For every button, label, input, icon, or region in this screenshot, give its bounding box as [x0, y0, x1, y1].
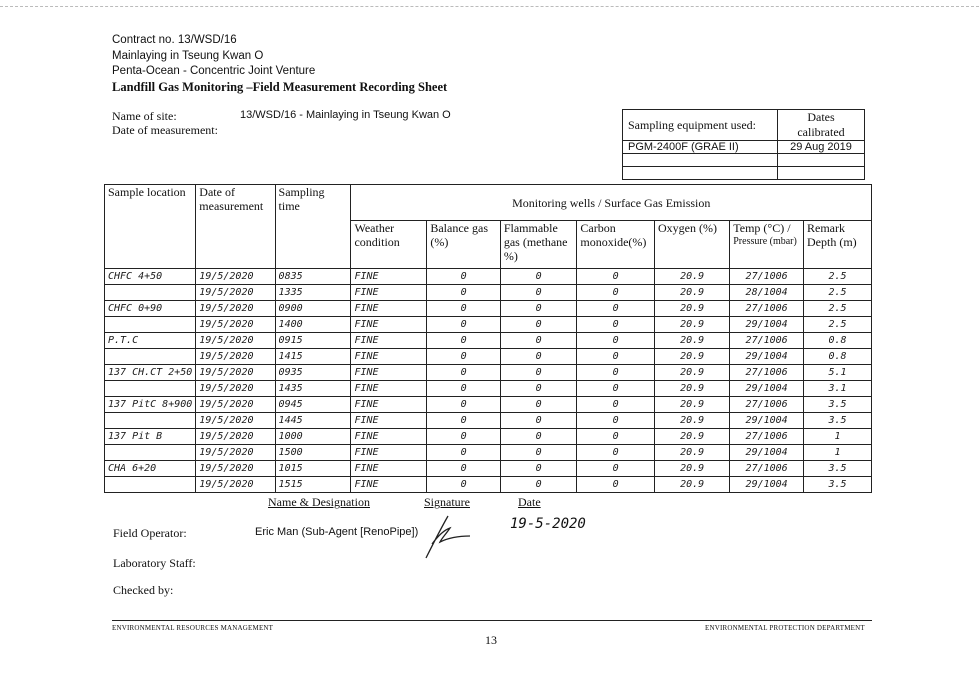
table-row	[105, 365, 872, 381]
cell-weather: FINE	[351, 413, 427, 429]
cell-depth: 1	[804, 445, 872, 461]
sheet-title: Landfill Gas Monitoring –Field Measurement Recording Sheet	[112, 79, 448, 94]
cell-depth: 2.5	[804, 301, 872, 317]
calibration-header: Dates calibrated	[778, 110, 865, 141]
cell-temp-pressure: 29/1004	[730, 349, 804, 365]
cell-balance-gas: 0	[427, 397, 500, 413]
cell-oxygen: 20.9	[654, 301, 729, 317]
cell-location	[105, 413, 196, 429]
cell-oxygen: 20.9	[654, 397, 729, 413]
cell-oxygen: 20.9	[654, 445, 729, 461]
cell-flammable-gas: 0	[500, 461, 577, 477]
cell-weather: FINE	[351, 477, 427, 493]
cell-oxygen: 20.9	[654, 413, 729, 429]
cell-time: 0915	[275, 333, 351, 349]
cell-carbon-monoxide: 0	[577, 317, 655, 333]
cell-flammable-gas: 0	[500, 365, 577, 381]
cell-date: 19/5/2020	[196, 413, 275, 429]
cell-date: 19/5/2020	[196, 269, 275, 285]
cell-balance-gas: 0	[427, 285, 500, 301]
signature-header: Signature	[424, 495, 470, 509]
equipment-empty-cell	[623, 167, 778, 180]
cell-date: 19/5/2020	[196, 429, 275, 445]
cell-carbon-monoxide: 0	[577, 365, 655, 381]
cell-location	[105, 477, 196, 493]
cell-balance-gas: 0	[427, 317, 500, 333]
cell-weather: FINE	[351, 461, 427, 477]
cell-location: 137 PitC 8+900	[105, 397, 196, 413]
cell-location	[105, 445, 196, 461]
cell-time: 1415	[275, 349, 351, 365]
cell-carbon-monoxide: 0	[577, 285, 655, 301]
calibration-date: 29 Aug 2019	[778, 141, 865, 154]
cell-depth: 3.5	[804, 397, 872, 413]
cell-flammable-gas: 0	[500, 317, 577, 333]
cell-carbon-monoxide: 0	[577, 397, 655, 413]
cell-weather: FINE	[351, 285, 427, 301]
cell-time: 1015	[275, 461, 351, 477]
cell-carbon-monoxide: 0	[577, 429, 655, 445]
cell-weather: FINE	[351, 317, 427, 333]
cell-date: 19/5/2020	[196, 333, 275, 349]
cell-balance-gas: 0	[427, 445, 500, 461]
cell-flammable-gas: 0	[500, 445, 577, 461]
cell-balance-gas: 0	[427, 365, 500, 381]
calibration-empty-cell	[778, 167, 865, 180]
table-row	[105, 429, 872, 445]
cell-temp-pressure: 29/1004	[730, 317, 804, 333]
cell-time: 0900	[275, 301, 351, 317]
cell-location	[105, 349, 196, 365]
cell-temp-pressure: 27/1006	[730, 429, 804, 445]
cell-carbon-monoxide: 0	[577, 301, 655, 317]
equipment-table	[622, 109, 865, 180]
cell-temp-pressure: 29/1004	[730, 477, 804, 493]
table-body	[105, 269, 872, 493]
cell-oxygen: 20.9	[654, 285, 729, 301]
cell-depth: 3.5	[804, 413, 872, 429]
cell-date: 19/5/2020	[196, 365, 275, 381]
measurement-table	[104, 184, 872, 493]
equipment-item: PGM-2400F (GRAE II)	[623, 141, 778, 154]
table-row	[105, 445, 872, 461]
contract-number: Contract no. 13/WSD/16	[112, 34, 237, 46]
cell-weather: FINE	[351, 349, 427, 365]
handwritten-signature	[418, 506, 478, 566]
cell-date: 19/5/2020	[196, 397, 275, 413]
cell-oxygen: 20.9	[654, 365, 729, 381]
cell-weather: FINE	[351, 365, 427, 381]
cell-weather: FINE	[351, 445, 427, 461]
table-row	[105, 269, 872, 285]
cell-flammable-gas: 0	[500, 477, 577, 493]
cell-carbon-monoxide: 0	[577, 381, 655, 397]
cell-temp-pressure: 27/1006	[730, 301, 804, 317]
cell-location	[105, 381, 196, 397]
cell-oxygen: 20.9	[654, 349, 729, 365]
cell-depth: 2.5	[804, 317, 872, 333]
site-name-value: 13/WSD/16 - Mainlaying in Tseung Kwan O	[240, 109, 451, 121]
cell-date: 19/5/2020	[196, 301, 275, 317]
cell-date: 19/5/2020	[196, 461, 275, 477]
cell-date: 19/5/2020	[196, 349, 275, 365]
field-operator-date: 19-5-2020	[510, 516, 586, 532]
header-sampling-time: Sampling time	[275, 185, 351, 269]
cell-location: CHFC 0+90	[105, 301, 196, 317]
cell-temp-pressure: 27/1006	[730, 461, 804, 477]
cell-balance-gas: 0	[427, 301, 500, 317]
cell-time: 0835	[275, 269, 351, 285]
joint-venture: Penta-Ocean - Concentric Joint Venture	[112, 65, 316, 77]
cell-location: 137 Pit B	[105, 429, 196, 445]
cell-flammable-gas: 0	[500, 333, 577, 349]
cell-oxygen: 20.9	[654, 269, 729, 285]
cell-depth: 3.5	[804, 477, 872, 493]
site-info	[112, 109, 218, 137]
cell-time: 1000	[275, 429, 351, 445]
cell-oxygen: 20.9	[654, 477, 729, 493]
cell-carbon-monoxide: 0	[577, 477, 655, 493]
table-row	[105, 301, 872, 317]
cell-flammable-gas: 0	[500, 413, 577, 429]
name-designation-header: Name & Designation	[268, 495, 370, 509]
cell-balance-gas: 0	[427, 413, 500, 429]
cell-oxygen: 20.9	[654, 317, 729, 333]
scan-top-edge	[0, 6, 979, 8]
cell-carbon-monoxide: 0	[577, 445, 655, 461]
cell-carbon-monoxide: 0	[577, 461, 655, 477]
header-sample-location: Sample location	[105, 185, 196, 269]
cell-time: 1400	[275, 317, 351, 333]
cell-date: 19/5/2020	[196, 477, 275, 493]
footer-left-text: ENVIRONMENTAL RESOURCES MANAGEMENT	[112, 624, 274, 632]
calibration-empty-cell	[778, 154, 865, 167]
cell-depth: 3.1	[804, 381, 872, 397]
cell-balance-gas: 0	[427, 349, 500, 365]
header-temp: Temp (°C) /	[733, 221, 791, 235]
header-monitoring-group: Monitoring wells / Surface Gas Emission	[351, 185, 872, 221]
header-weather: Weather condition	[351, 221, 427, 269]
cell-time: 0935	[275, 365, 351, 381]
table-row	[105, 477, 872, 493]
cell-oxygen: 20.9	[654, 333, 729, 349]
cell-date: 19/5/2020	[196, 317, 275, 333]
cell-flammable-gas: 0	[500, 381, 577, 397]
cell-temp-pressure: 27/1006	[730, 333, 804, 349]
cell-location: CHA 6+20	[105, 461, 196, 477]
cell-depth: 2.5	[804, 269, 872, 285]
cell-flammable-gas: 0	[500, 285, 577, 301]
cell-time: 1500	[275, 445, 351, 461]
cell-temp-pressure: 29/1004	[730, 445, 804, 461]
cell-flammable-gas: 0	[500, 269, 577, 285]
table-row	[105, 397, 872, 413]
cell-time: 1515	[275, 477, 351, 493]
site-name-label: Name of site:	[112, 109, 177, 123]
cell-oxygen: 20.9	[654, 429, 729, 445]
cell-weather: FINE	[351, 381, 427, 397]
table-row	[105, 381, 872, 397]
cell-flammable-gas: 0	[500, 429, 577, 445]
cell-weather: FINE	[351, 429, 427, 445]
table-row	[105, 333, 872, 349]
cell-temp-pressure: 28/1004	[730, 285, 804, 301]
cell-flammable-gas: 0	[500, 397, 577, 413]
date-header: Date	[518, 495, 541, 509]
cell-weather: FINE	[351, 269, 427, 285]
header-flammable-gas: Flammable gas (methane %)	[500, 221, 577, 269]
cell-date: 19/5/2020	[196, 445, 275, 461]
cell-depth: 0.8	[804, 349, 872, 365]
table-row	[105, 285, 872, 301]
field-operator-label: Field Operator:	[113, 526, 187, 540]
cell-location	[105, 317, 196, 333]
table-row	[105, 413, 872, 429]
cell-location: P.T.C	[105, 333, 196, 349]
cell-weather: FINE	[351, 301, 427, 317]
header-oxygen: Oxygen (%)	[654, 221, 729, 269]
cell-temp-pressure: 29/1004	[730, 381, 804, 397]
cell-balance-gas: 0	[427, 333, 500, 349]
cell-depth: 1	[804, 429, 872, 445]
cell-temp-pressure: 27/1006	[730, 397, 804, 413]
footer-divider	[112, 620, 872, 621]
cell-depth: 0.8	[804, 333, 872, 349]
cell-time: 1445	[275, 413, 351, 429]
project-name: Mainlaying in Tseung Kwan O	[112, 49, 264, 62]
cell-balance-gas: 0	[427, 461, 500, 477]
table-row	[105, 349, 872, 365]
laboratory-staff-label: Laboratory Staff:	[113, 556, 196, 570]
cell-oxygen: 20.9	[654, 461, 729, 477]
cell-weather: FINE	[351, 397, 427, 413]
cell-carbon-monoxide: 0	[577, 269, 655, 285]
cell-flammable-gas: 0	[500, 301, 577, 317]
cell-flammable-gas: 0	[500, 349, 577, 365]
header-carbon-monoxide: Carbon monoxide(%)	[577, 221, 655, 269]
cell-time: 0945	[275, 397, 351, 413]
cell-time: 1435	[275, 381, 351, 397]
cell-balance-gas: 0	[427, 429, 500, 445]
document-header	[112, 33, 447, 95]
cell-location: CHFC 4+50	[105, 269, 196, 285]
field-operator-name: Eric Man (Sub-Agent [RenoPipe])	[255, 526, 419, 538]
header-remark-depth: Remark Depth (m)	[804, 221, 872, 269]
cell-location	[105, 285, 196, 301]
equipment-header: Sampling equipment used:	[623, 110, 778, 141]
cell-depth: 3.5	[804, 461, 872, 477]
cell-oxygen: 20.9	[654, 381, 729, 397]
cell-location: 137 CH.CT 2+50	[105, 365, 196, 381]
header-temp-pressure	[730, 221, 804, 269]
cell-carbon-monoxide: 0	[577, 413, 655, 429]
cell-balance-gas: 0	[427, 269, 500, 285]
cell-balance-gas: 0	[427, 381, 500, 397]
footer-right-text: ENVIRONMENTAL PROTECTION DEPARTMENT	[705, 624, 865, 632]
header-date: Date of measurement	[196, 185, 275, 269]
cell-weather: FINE	[351, 333, 427, 349]
cell-carbon-monoxide: 0	[577, 333, 655, 349]
cell-temp-pressure: 29/1004	[730, 413, 804, 429]
cell-depth: 5.1	[804, 365, 872, 381]
checked-by-label: Checked by:	[113, 583, 174, 597]
header-pressure: Pressure (mbar)	[733, 236, 797, 247]
cell-temp-pressure: 27/1006	[730, 365, 804, 381]
cell-time: 1335	[275, 285, 351, 301]
cell-date: 19/5/2020	[196, 285, 275, 301]
equipment-empty-cell	[623, 154, 778, 167]
cell-date: 19/5/2020	[196, 381, 275, 397]
cell-depth: 2.5	[804, 285, 872, 301]
cell-carbon-monoxide: 0	[577, 349, 655, 365]
header-balance-gas: Balance gas (%)	[427, 221, 500, 269]
measurement-date-label: Date of measurement:	[112, 123, 218, 137]
cell-balance-gas: 0	[427, 477, 500, 493]
table-row	[105, 461, 872, 477]
cell-temp-pressure: 27/1006	[730, 269, 804, 285]
page-number: 13	[485, 633, 497, 647]
table-row	[105, 317, 872, 333]
